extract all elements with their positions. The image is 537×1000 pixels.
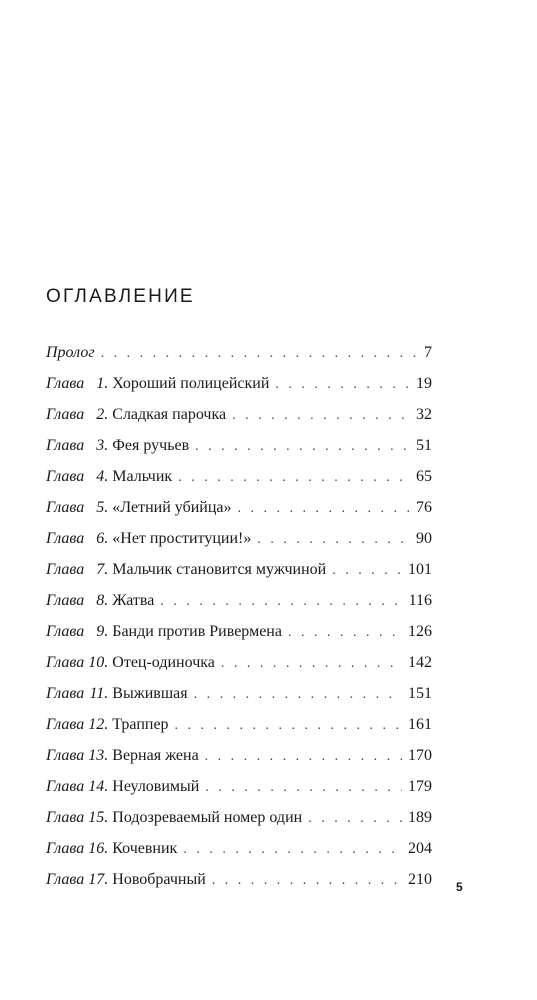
toc-entry-label: Глава (46, 406, 85, 423)
toc-entry-page: 210 (408, 871, 432, 888)
toc-dot-leader (195, 431, 410, 462)
toc-entry-chapter-14[interactable] (46, 771, 432, 802)
toc-entry-prologue[interactable] (46, 337, 432, 368)
toc-entry-page: 189 (408, 809, 432, 826)
toc-entry-label: Глава (46, 375, 85, 392)
toc-heading: ОГЛАВЛЕНИЕ (46, 286, 195, 307)
toc-entry-title: Кочевник (112, 840, 178, 857)
toc-entry-label: Глава (46, 530, 85, 547)
toc-entry-number: 7. (96, 561, 109, 578)
toc-entry-title: Фея ручьев (112, 437, 190, 454)
toc-entry-number: 17. (88, 871, 109, 888)
toc-entry-page: 116 (408, 592, 432, 609)
toc-dot-leader (221, 648, 402, 679)
toc-dot-leader (288, 617, 402, 648)
toc-entry-label: Глава (46, 778, 85, 795)
toc-entry-page: 90 (416, 530, 432, 547)
toc-entry-label: Глава (46, 716, 85, 733)
toc-dot-leader (205, 741, 402, 772)
toc-entry-page: 151 (408, 685, 432, 702)
toc-entry-page: 101 (408, 561, 432, 578)
toc-entry-chapter-3[interactable] (46, 430, 432, 461)
toc-entry-number: 3. (96, 437, 109, 454)
toc-entry-label: Глава (46, 499, 85, 516)
toc-entry-number: 9. (96, 623, 109, 640)
toc-entry-number: 1. (96, 375, 109, 392)
toc-entry-chapter-2[interactable] (46, 399, 432, 430)
toc-entry-number: 14. (88, 778, 109, 795)
toc-dot-leader (194, 679, 402, 710)
toc-dot-leader (238, 493, 410, 524)
toc-entry-chapter-5[interactable] (46, 492, 432, 523)
toc-dot-leader (205, 772, 402, 803)
toc-dot-leader (212, 865, 402, 896)
toc-entry-chapter-16[interactable] (46, 833, 432, 864)
toc-entry-page: 19 (416, 375, 432, 392)
toc-entry-label: Глава (46, 592, 85, 609)
toc-dot-leader (175, 710, 402, 741)
toc-entry-title: Мальчик становится мужчиной (112, 561, 327, 578)
toc-entry-chapter-7[interactable] (46, 554, 432, 585)
toc-entry-number: 10. (88, 654, 109, 671)
toc-entry-page: 32 (416, 406, 432, 423)
toc-entry-page: 51 (416, 437, 432, 454)
toc-entry-title: Отец-одиночка (112, 654, 215, 671)
toc-entry-number: 6. (96, 530, 109, 547)
toc-entry-title: Сладкая парочка (112, 406, 227, 423)
toc-entry-label: Глава (46, 685, 85, 702)
toc-entry-title: Жатва (112, 592, 155, 609)
toc-entry-title: Верная жена (112, 747, 199, 764)
toc-entry-chapter-13[interactable] (46, 740, 432, 771)
toc-entry-label: Глава (46, 840, 85, 857)
toc-list (46, 337, 432, 895)
toc-entry-chapter-12[interactable] (46, 709, 432, 740)
toc-entry-page: 179 (408, 778, 432, 795)
page-number: 5 (456, 880, 463, 894)
toc-entry-chapter-9[interactable] (46, 616, 432, 647)
toc-dot-leader (308, 803, 402, 834)
toc-entry-title: Выжившая (112, 685, 188, 702)
toc-entry-number: 5. (96, 499, 109, 516)
toc-entry-title: Мальчик (112, 468, 173, 485)
toc-dot-leader (101, 338, 418, 369)
toc-entry-number: 12. (88, 716, 109, 733)
toc-entry-chapter-17[interactable] (46, 864, 432, 895)
toc-dot-leader (178, 462, 410, 493)
toc-entry-page: 142 (408, 654, 432, 671)
toc-entry-label: Глава (46, 623, 85, 640)
toc-entry-chapter-15[interactable] (46, 802, 432, 833)
toc-entry-page: 204 (408, 840, 432, 857)
toc-entry-label: Глава (46, 747, 85, 764)
toc-entry-chapter-11[interactable] (46, 678, 432, 709)
toc-entry-page: 7 (424, 344, 432, 361)
toc-entry-label: Глава (46, 437, 85, 454)
toc-entry-number: 11. (89, 685, 109, 702)
toc-entry-number: 13. (88, 747, 109, 764)
toc-entry-label: Глава (46, 561, 85, 578)
toc-entry-chapter-8[interactable] (46, 585, 432, 616)
toc-dot-leader (257, 524, 410, 555)
toc-entry-title: Новобрачный (112, 871, 206, 888)
toc-entry-label: Пролог (46, 344, 95, 361)
toc-entry-title: Банди против Ривермена (112, 623, 282, 640)
toc-entry-page: 126 (408, 623, 432, 640)
toc-entry-number: 4. (96, 468, 109, 485)
toc-dot-leader (160, 586, 402, 617)
toc-entry-page: 161 (408, 716, 432, 733)
toc-entry-label: Глава (46, 871, 85, 888)
toc-dot-leader (275, 369, 410, 400)
toc-entry-label: Глава (46, 809, 85, 826)
toc-entry-chapter-1[interactable] (46, 368, 432, 399)
toc-entry-label: Глава (46, 654, 85, 671)
toc-entry-number: 2. (96, 406, 109, 423)
toc-entry-number: 8. (96, 592, 109, 609)
toc-entry-chapter-4[interactable] (46, 461, 432, 492)
toc-entry-page: 65 (416, 468, 432, 485)
toc-dot-leader (232, 400, 410, 431)
toc-entry-title: Подозреваемый номер один (112, 809, 303, 826)
toc-entry-title: Траппер (112, 716, 169, 733)
toc-dot-leader (332, 555, 402, 586)
toc-entry-chapter-6[interactable] (46, 523, 432, 554)
toc-entry-number: 15. (88, 809, 109, 826)
toc-entry-label: Глава (46, 468, 85, 485)
toc-dot-leader (183, 834, 402, 865)
toc-entry-title: «Нет проституции!» (112, 530, 252, 547)
toc-entry-title: Хороший полицейский (112, 375, 270, 392)
toc-entry-title: Неуловимый (112, 778, 200, 795)
toc-entry-title: «Летний убийца» (112, 499, 232, 516)
toc-entry-page: 170 (408, 747, 432, 764)
toc-entry-page: 76 (416, 499, 432, 516)
toc-entry-number: 16. (88, 840, 109, 857)
toc-entry-chapter-10[interactable] (46, 647, 432, 678)
